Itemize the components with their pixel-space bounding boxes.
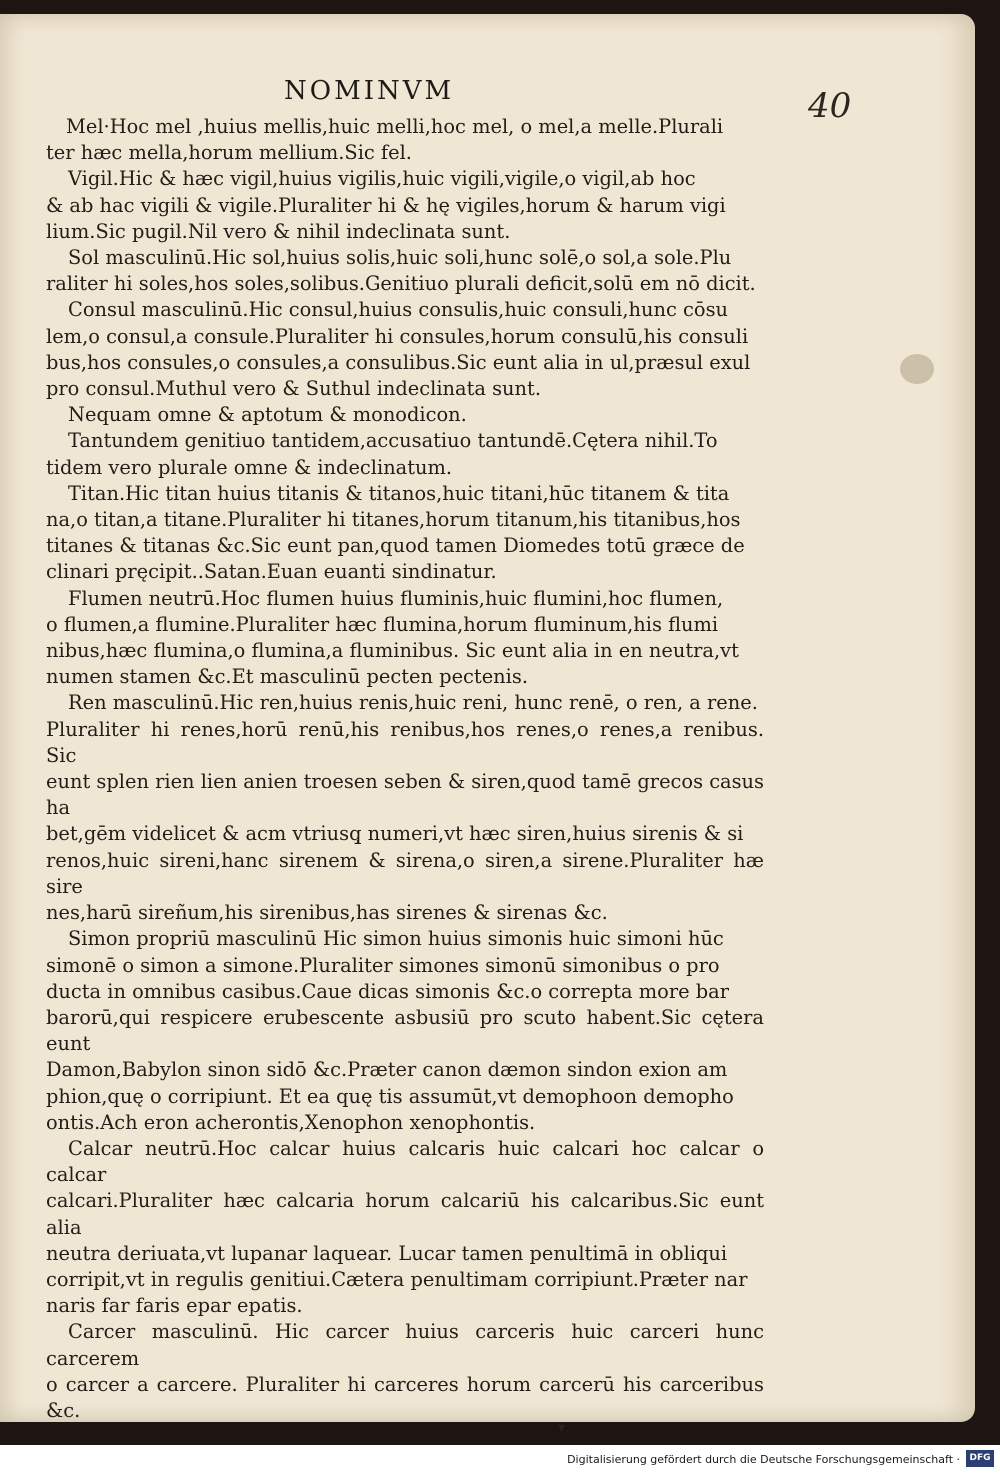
paragraph-line: nes,harū sireñum,his sirenibus,has sirenes & sirenas &c.: [46, 901, 608, 925]
paragraph-first-line: Vigil.Hic & hæc vigil,huius vigilis,huic vigili,vigile,o vigil,ab hoc: [68, 167, 696, 191]
paragraph-first-line: Consul masculinū.Hic consul,huius consulis,huic consuli,hunc cōsu: [68, 298, 729, 322]
paragraph-first-line: Simon propriū masculinū Hic simon huius simonis huic simoni hūc: [68, 927, 724, 951]
paragraph-line: o flumen,a flumine.Pluraliter hæc flumina,horum fluminum,his flumi: [46, 612, 719, 636]
paragraph-line: tidem vero plurale omne & indeclinatum.: [46, 455, 453, 479]
dfg-logo: DFG: [966, 1450, 994, 1467]
paragraph-line: bet,gēm videlicet & acm vtriusq̧ numeri,vt hæc siren,huius sirenis & si: [46, 822, 744, 846]
paragraph-line: corripit,vt in regulis genitiui.Cætera penultimam corripiunt.Præter nar: [46, 1267, 748, 1291]
paragraph-line: & ab hac vigili & vigile.Pluraliter hi & hę vigiles,horum & harum vigi: [46, 193, 726, 217]
paragraph-first-line: Mel·Hoc mel ,huius mellis,huic melli,hoc mel, o mel,a melle.Plurali: [66, 115, 724, 138]
paragraph-line: pro consul.Muthul vero & Suthul indeclinata sunt.: [46, 377, 541, 401]
paragraph-line: lem,o consul,a consule.Pluraliter hi consules,horum consulū,his consuli: [46, 324, 749, 348]
paragraph-line: numen stamen &c.Et masculinū pecten pectenis.: [46, 665, 528, 689]
paragraph-line: ter hæc mella,horum mellium.Sic fel.: [46, 141, 412, 165]
paragraph-line: raliter hi soles,hos soles,solibus.Genitiuo plurali deficit,solū em nō dicit.: [46, 272, 756, 296]
paragraph-line: calcari.Pluraliter hæc calcaria horum calcariū his calcaribus.Sic eunt alia: [46, 1189, 764, 1239]
paragraph-line: barorū,qui respicere erubescente asbusiū pro scuto habent.Sic cętera eunt: [46, 1005, 764, 1056]
paragraph-line: na,o titan,a titane.Pluraliter hi titanes,horum titanum,his titanibus,hos: [46, 508, 741, 532]
paragraph-line: naris far faris epar epatis.: [46, 1294, 303, 1318]
paragraph-line: neutra deriuata,vt lupanar laquear. Lucar tamen penultimā in obliqui: [46, 1241, 728, 1265]
paragraph-first-line: Carcer masculinū. Hic carcer huius carceris huic carceri hunc carcerem: [46, 1320, 764, 1370]
paragraph-first-line: Titan.Hic titan huius titanis & titanos,huic titani,hūc titanem & tita: [68, 481, 730, 505]
footer-credit: Digitalisierung gefördert durch die Deutsche Forschungsgemeinschaft ·: [567, 1453, 960, 1466]
paragraph-first-line: Flumen neutrū.Hoc flumen huius fluminis,huic flumini,hoc flumen,: [68, 586, 724, 610]
paragraph-line: bus,hos consules,o consules,a consulibus.Sic eunt alia in ul,præsul exul: [46, 350, 751, 374]
paragraph-line: titanes & titanas &c.Sic eunt pan,quod tamen Diomedes totū græce de: [46, 534, 745, 558]
paragraph-line: lium.Sic pugil.Nil vero & nihil indeclinata sunt.: [46, 219, 511, 243]
paragraph-line: nibus,hæc flumina,o flumina,a fluminibus. Sic eunt alia in en neutra,vt: [46, 639, 739, 663]
digitization-footer: [0, 1445, 1000, 1474]
paragraph-line: Damon,Babylon sinon sidō &c.Præter canon dæmon sindon exion am: [46, 1058, 728, 1082]
paragraph-line: ontis.Ach eron acherontis,Xenophon xenophontis.: [46, 1110, 536, 1134]
folio-number: 40: [808, 86, 852, 126]
paragraph-line: renos,huic sireni,hanc sirenem & sirena,o siren,a sirene.Pluraliter hæ sire: [46, 848, 764, 898]
paragraph-first-line: Calcar neutrū.Hoc calcar huius calcaris huic calcari hoc calcar o calcar: [46, 1136, 764, 1187]
catchword-mark: ▾: [558, 1420, 566, 1436]
paragraph-line: simonē o simon a simone.Pluraliter simones simonū simonibus o pro: [46, 953, 720, 977]
paragraph-first-line: Nequam omne & aptotum & monodicon.: [68, 403, 467, 427]
paragraph-first-line: Ren masculinū.Hic ren,huius renis,huic reni, hunc renē, o ren, a rene.: [68, 691, 758, 715]
paragraph-line: o carcer a carcere. Pluraliter hi carceres horum carcerū his carceribus &c.: [46, 1372, 764, 1422]
paragraph-first-line: Sol masculinū.Hic sol,huius solis,huic soli,hunc solē,o sol,a sole.Plu: [68, 246, 732, 270]
paragraph-line: clinari pręcipit..Satan.Euan euanti sindinatur.: [46, 560, 497, 584]
paragraph-line: eunt splen rien lien anien troesen seben & siren,quod tamē grecos casus ha: [46, 770, 764, 820]
running-head: NOMINVM: [284, 76, 455, 106]
paragraph-first-line: Tantundem genitiuo tantidem,accusatiuo tantundē.Cętera nihil.To: [68, 429, 718, 453]
paragraph-line: ducta in omnibus casibus.Caue dicas simonis &c.o correpta more bar: [46, 979, 729, 1003]
paragraph-line: phion,quę o corripiunt. Et ea quę tis assumūt,vt demophoon demopho: [46, 1084, 734, 1108]
paper-stain: [900, 354, 934, 384]
paragraph-line: Pluraliter hi renes,horū renū,his renibus,hos renes,o renes,a renibus. Sic: [46, 717, 764, 767]
text-block: [46, 114, 764, 1424]
book-page: [0, 14, 975, 1436]
